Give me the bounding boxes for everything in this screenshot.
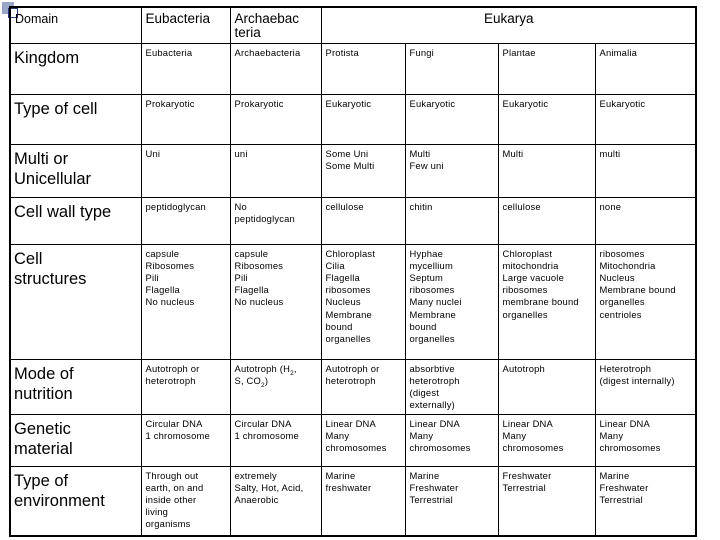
table-row [10,144,696,197]
table-cell: Autotroph [498,359,595,414]
table-row [10,244,696,359]
row-label: Type of environment [10,466,141,536]
table-cell: chitin [405,197,498,244]
domain-eubacteria: Eubacteria [141,7,230,43]
domain-archaebacteria: Archaebac teria [230,7,321,43]
table-cell: Some Uni Some Multi [321,144,405,197]
table-cell: Eukaryotic [405,94,498,144]
table-cell: Eukaryotic [498,94,595,144]
row-label: Cell wall type [10,197,141,244]
table-cell: peptidoglycan [141,197,230,244]
table-cell: Protista [321,43,405,94]
table-cell: Heterotroph (digest internally) [595,359,696,414]
row-label: Genetic material [10,414,141,466]
table-cell: Chloroplast mitochondria Large vacuole ribosomes membrane bound organelles [498,244,595,359]
table-cell: Prokaryotic [230,94,321,144]
table-cell: Marine Freshwater Terrestrial [595,466,696,536]
table-cell: cellulose [321,197,405,244]
domain-eukarya: Eukarya [321,7,696,43]
table-cell: capsule Ribosomes Pili Flagella No nucleus [141,244,230,359]
table-cell: Chloroplast Cilia Flagella ribosomes Nucleus Membrane bound organelles [321,244,405,359]
domain-header-row [10,7,696,43]
table-cell: Autotroph or heterotroph [321,359,405,414]
row-label: Mode of nutrition [10,359,141,414]
table-cell: uni [230,144,321,197]
table-cell: Freshwater Terrestrial [498,466,595,536]
row-label: Cell structures [10,244,141,359]
table-cell: ribosomes Mitochondria Nucleus Membrane bound organelles centrioles [595,244,696,359]
row-label: Multi or Unicellular [10,144,141,197]
table-cell: none [595,197,696,244]
table-row [10,43,696,94]
table-cell: Plantae [498,43,595,94]
row-label: Kingdom [10,43,141,94]
table-cell: Linear DNA Many chromosomes [321,414,405,466]
table-cell: No peptidoglycan [230,197,321,244]
table-row [10,197,696,244]
table-row [10,359,696,414]
table-cell: Archaebacteria [230,43,321,94]
kingdoms-table [9,6,697,537]
table-cell: Multi [498,144,595,197]
table-cell: cellulose [498,197,595,244]
table-cell: Circular DNA 1 chromosome [141,414,230,466]
table-cell: Marine freshwater [321,466,405,536]
table-cell: Hyphae mycellium Septum ribosomes Many nuclei Membrane bound organelles [405,244,498,359]
table-row [10,414,696,466]
table-cell: Multi Few uni [405,144,498,197]
table-cell: extremely Salty, Hot, Acid, Anaerobic [230,466,321,536]
table-cell: Prokaryotic [141,94,230,144]
table-cell: Circular DNA 1 chromosome [230,414,321,466]
table-cell: Linear DNA Many chromosomes [498,414,595,466]
table-cell: Animalia [595,43,696,94]
table-row [10,94,696,144]
table-cell: capsule Ribosomes Pili Flagella No nucleus [230,244,321,359]
table-cell: multi [595,144,696,197]
table-cell: Through out earth, on and inside other living organisms [141,466,230,536]
table-cell-archaebacteria-nutrition: Autotroph ($H_2$, S, $CO_2$) [230,359,321,414]
row-label: Type of cell [10,94,141,144]
table-cell: Uni [141,144,230,197]
table-cell: Marine Freshwater Terrestrial [405,466,498,536]
domain-label: Domain [10,7,141,43]
table-row [10,466,696,536]
table-cell: Linear DNA Many chromosomes [405,414,498,466]
table-cell: absorbtive heterotroph (digest externally) [405,359,498,414]
table-cell: Eukaryotic [595,94,696,144]
table-cell: Eubacteria [141,43,230,94]
table-cell: Eukaryotic [321,94,405,144]
table-cell: Autotroph or heterotroph [141,359,230,414]
table-cell: Fungi [405,43,498,94]
table-cell: Linear DNA Many chromosomes [595,414,696,466]
